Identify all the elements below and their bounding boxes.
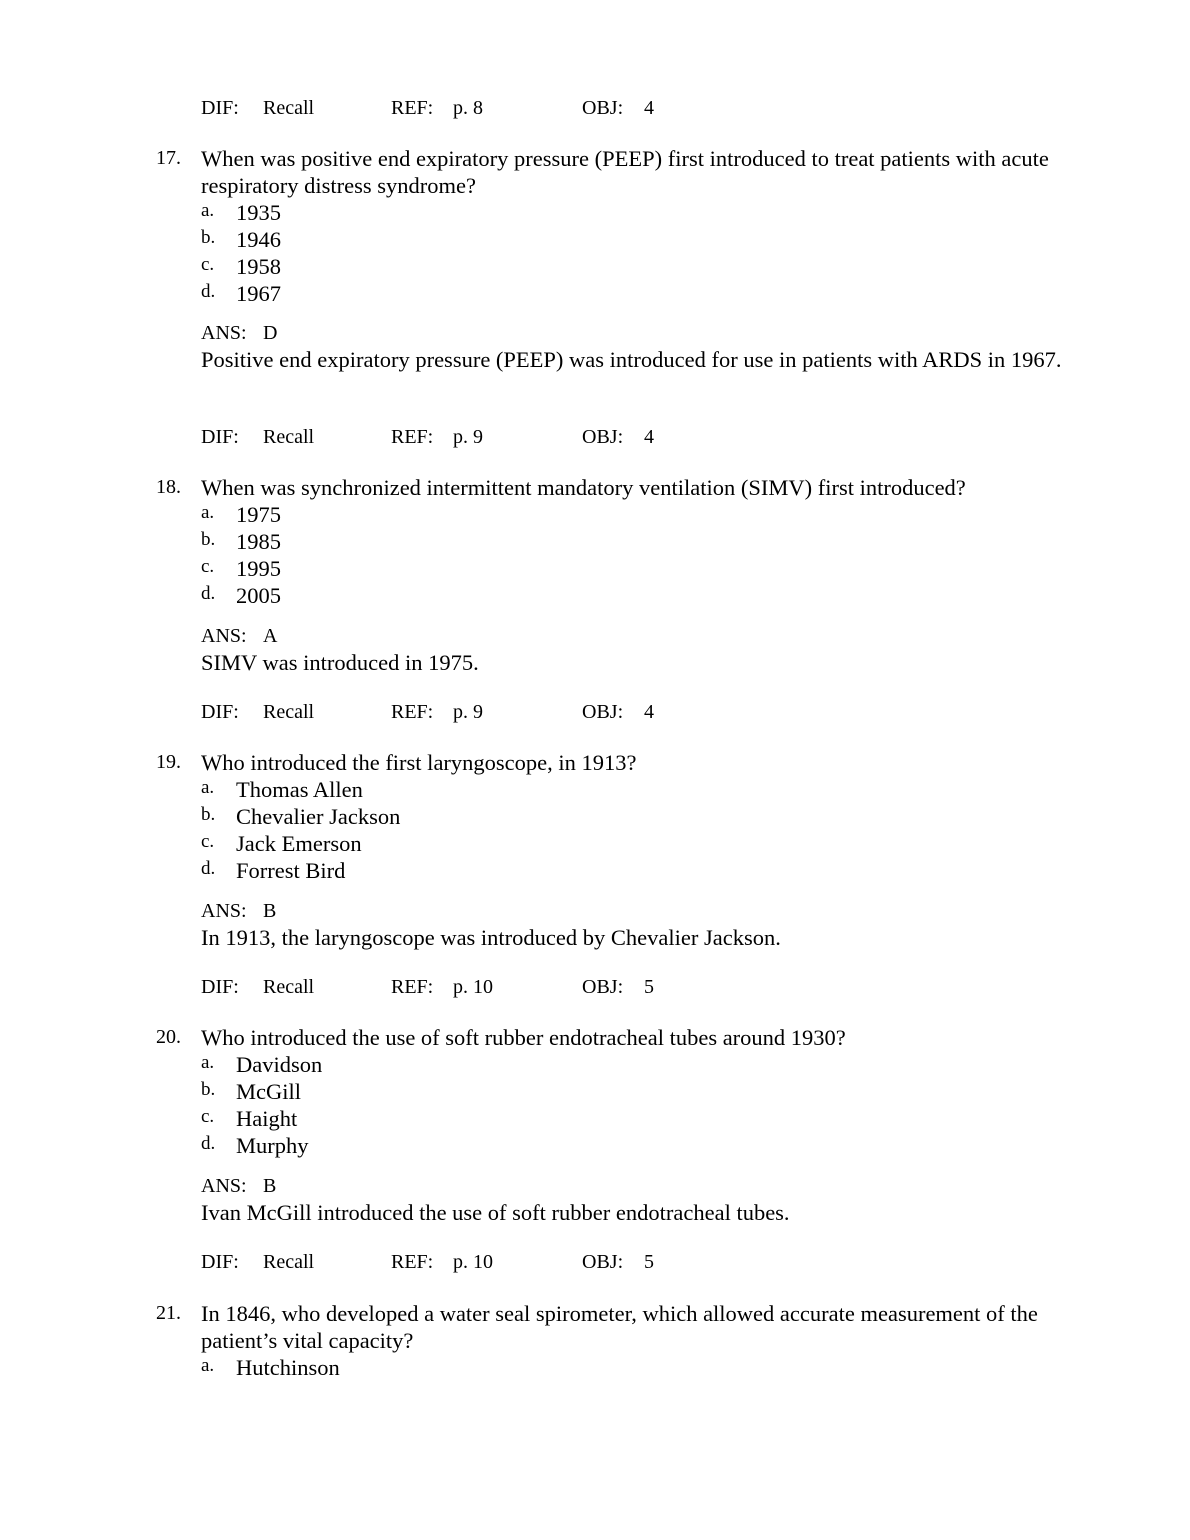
option-text: Chevalier Jackson — [236, 804, 401, 829]
option-text: 1995 — [236, 556, 281, 581]
option-text: 1975 — [236, 502, 281, 527]
dif-value: Recall — [263, 976, 315, 998]
options-list — [201, 501, 1001, 609]
ref-label: REF: — [391, 976, 434, 998]
option-text: 1958 — [236, 254, 281, 279]
question-text: Who introduced the first laryngoscope, in 1913? — [201, 750, 637, 775]
dif-value: Recall — [263, 1251, 315, 1273]
option-letter: a. — [201, 200, 215, 221]
option-letter: d. — [201, 281, 216, 302]
ans-value: B — [263, 1175, 277, 1197]
option-letter: b. — [201, 529, 216, 550]
ref-label: REF: — [391, 426, 434, 448]
ans-value: B — [263, 900, 277, 922]
option-text: 2005 — [236, 583, 281, 608]
option-letter: a. — [201, 1052, 215, 1073]
rationale: Ivan McGill introduced the use of soft rubber endotracheal tubes. — [201, 1200, 790, 1225]
obj-value: 4 — [644, 701, 654, 723]
dif-label: DIF: — [201, 426, 239, 448]
option — [201, 528, 1001, 555]
rationale: SIMV was introduced in 1975. — [201, 650, 479, 675]
obj-label: OBJ: — [582, 1251, 624, 1273]
option — [201, 501, 1001, 528]
obj-label: OBJ: — [582, 426, 624, 448]
option-letter: d. — [201, 1133, 216, 1154]
option-letter: b. — [201, 1079, 216, 1100]
answer-line — [201, 898, 277, 924]
option-letter: b. — [201, 227, 216, 248]
option-letter: c. — [201, 831, 215, 852]
dif-label: DIF: — [201, 976, 239, 998]
question-number: 21. — [156, 1302, 181, 1324]
option — [201, 226, 1001, 253]
answer-line — [201, 1173, 277, 1199]
option-letter: a. — [201, 777, 215, 798]
ans-label: ANS: — [201, 900, 247, 922]
option-text: Forrest Bird — [236, 858, 346, 883]
question-text: When was positive end expiratory pressure (PEEP) first introduced to treat patients with acute respiratory distress syndrome? — [201, 146, 1049, 198]
obj-value: 5 — [644, 976, 654, 998]
question-number: 18. — [156, 476, 181, 498]
obj-label: OBJ: — [582, 701, 624, 723]
option — [201, 199, 1001, 226]
question-number: 17. — [156, 147, 181, 169]
obj-value: 5 — [644, 1251, 654, 1273]
ref-value: p. 10 — [453, 1251, 493, 1273]
option-letter: a. — [201, 502, 215, 523]
dif-label: DIF: — [201, 97, 239, 119]
answer-line — [201, 320, 278, 346]
ans-value: D — [263, 322, 278, 344]
option-text: Davidson — [236, 1052, 323, 1077]
obj-label: OBJ: — [582, 976, 624, 998]
ref-value: p. 9 — [453, 701, 483, 723]
dif-value: Recall — [263, 97, 315, 119]
question-number: 20. — [156, 1026, 181, 1048]
option-letter: d. — [201, 583, 216, 604]
option-text: Jack Emerson — [236, 831, 362, 856]
option-letter: c. — [201, 1106, 215, 1127]
rationale: Positive end expiratory pressure (PEEP) was introduced for use in patients with ARDS in 1967. — [201, 347, 1062, 372]
option — [201, 280, 1001, 307]
options-list — [201, 776, 1001, 884]
rationale: In 1913, the laryngoscope was introduced by Chevalier Jackson. — [201, 925, 781, 950]
dif-value: Recall — [263, 701, 315, 723]
ref-value: p. 8 — [453, 97, 483, 119]
option — [201, 582, 1001, 609]
ref-value: p. 9 — [453, 426, 483, 448]
option — [201, 803, 1001, 830]
option — [201, 253, 1001, 280]
dif-label: DIF: — [201, 1251, 239, 1273]
ans-label: ANS: — [201, 322, 247, 344]
ref-value: p. 10 — [453, 976, 493, 998]
option-text: 1946 — [236, 227, 281, 252]
option-letter: d. — [201, 858, 216, 879]
option-text: Thomas Allen — [236, 777, 363, 802]
option — [201, 1051, 1001, 1078]
question-text: When was synchronized intermittent mandatory ventilation (SIMV) first introduced? — [201, 475, 966, 500]
options-list — [201, 1051, 1001, 1159]
option-letter: a. — [201, 1355, 215, 1376]
obj-value: 4 — [644, 97, 654, 119]
option-letter: b. — [201, 804, 216, 825]
option — [201, 1132, 1001, 1159]
question-text: In 1846, who developed a water seal spirometer, which allowed accurate measurement of the patient’s vital capacity? — [201, 1301, 1038, 1353]
option-text: 1967 — [236, 281, 281, 306]
option-text: 1985 — [236, 529, 281, 554]
obj-value: 4 — [644, 426, 654, 448]
option — [201, 1105, 1001, 1132]
dif-label: DIF: — [201, 701, 239, 723]
option-text: 1935 — [236, 200, 281, 225]
question-number: 19. — [156, 751, 181, 773]
answer-line — [201, 623, 278, 649]
ref-label: REF: — [391, 1251, 434, 1273]
option-letter: c. — [201, 254, 215, 275]
option-text: Haight — [236, 1106, 298, 1131]
ref-label: REF: — [391, 701, 434, 723]
option-text: Murphy — [236, 1133, 309, 1158]
option — [201, 1078, 1001, 1105]
option — [201, 857, 1001, 884]
dif-value: Recall — [263, 426, 315, 448]
question-text: Who introduced the use of soft rubber endotracheal tubes around 1930? — [201, 1025, 846, 1050]
ans-value: A — [263, 625, 278, 647]
options-list — [201, 1354, 1001, 1381]
option — [201, 1354, 1001, 1381]
option-text: Hutchinson — [236, 1355, 340, 1380]
option — [201, 776, 1001, 803]
option — [201, 555, 1001, 582]
ans-label: ANS: — [201, 625, 247, 647]
ans-label: ANS: — [201, 1175, 247, 1197]
option — [201, 830, 1001, 857]
option-text: McGill — [236, 1079, 301, 1104]
obj-label: OBJ: — [582, 97, 624, 119]
options-list — [201, 199, 1001, 307]
ref-label: REF: — [391, 97, 434, 119]
option-letter: c. — [201, 556, 215, 577]
